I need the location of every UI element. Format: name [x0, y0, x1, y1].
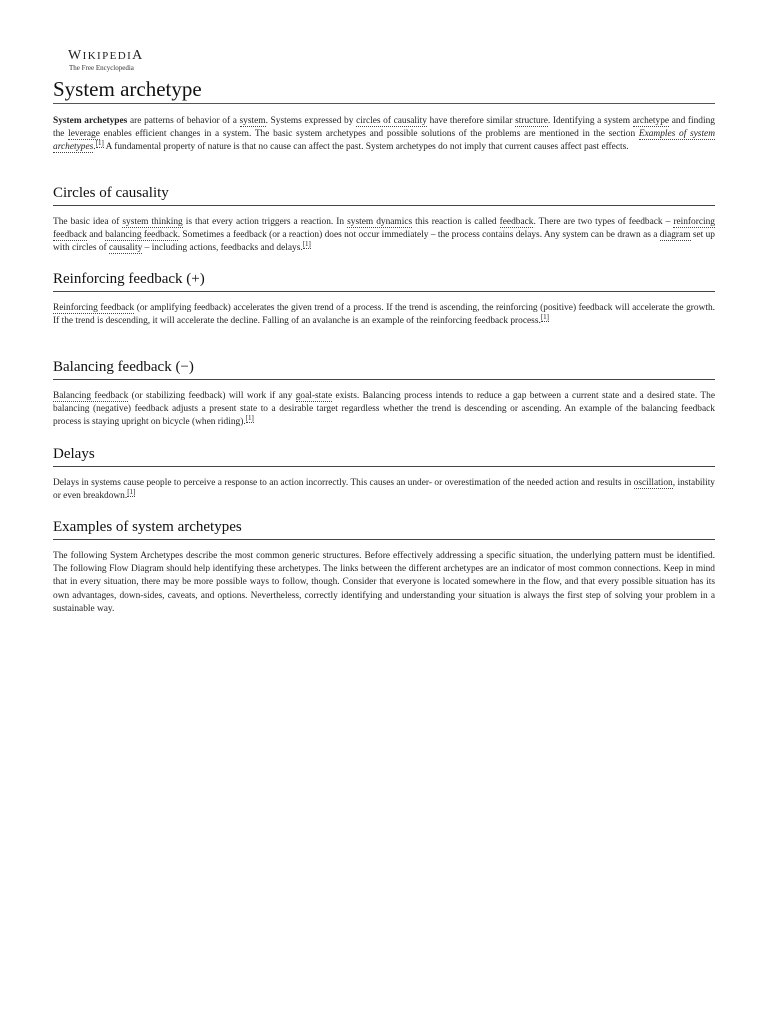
link-balancing-feedback[interactable]: balancing feedback — [105, 230, 178, 241]
intro-section — [53, 115, 715, 155]
reinforcing-paragraph: Reinforcing feedback (or amplifying feedback) accelerates the given trend of a process. If the trend is ascending, the reinforcing (positive) feedback will accelerate the growth. If the trend is descending, it will accelerate the decline. Falling of an avalanche is an example of the reinforcing feedback process.[1] — [53, 303, 716, 327]
link-feedback[interactable]: feedback — [499, 217, 534, 227]
link-system-dynamics[interactable]: system dynamics — [347, 217, 413, 227]
citation-ref[interactable]: [1] — [302, 240, 311, 249]
link-reinforcing-feedback[interactable]: reinforcing feedback — [53, 217, 715, 241]
heading-examples-of-system-archetypes: Examples of system archetypes — [53, 518, 715, 540]
citation-ref[interactable]: [1] — [245, 414, 254, 423]
delays-paragraph: Delays in systems cause people to perceive a response to an action incorrectly. This causes an under- or overestimation of the needed action and results in oscillation, instability or even breakdown.[1] — [53, 478, 715, 502]
link-circles-of-causality[interactable]: circles of causality — [356, 116, 427, 126]
link-reinforcing-feedback[interactable]: Reinforcing feedback — [53, 303, 135, 313]
page-title: System archetype — [53, 77, 715, 104]
logo-tagline: The Free Encyclopedia — [69, 64, 134, 72]
intro-paragraph: System archetypes are patterns of behavior of a system. Systems expressed by circles of causality have therefore similar structure. Identifying a system archetype and finding the leverage enables efficient changes in a system. The basic system archetypes and possible solutions of the problems are mentioned in the section Examples of system archetypes.[1] A fundamental property of nature is that no cause can affect the past. System archetypes do not imply that current causes affect past effects. — [53, 116, 715, 153]
circles-section — [53, 184, 715, 256]
circles-paragraph: The basic idea of system thinking is that every action triggers a reaction. In system dynamics this reaction is called feedback. There are two types of feedback – reinforcing feedback and balancing feedback. Sometimes a feedback (or a reaction) does not occur immediately – the process contains delays. Any system can be drawn as a diagram set up with circles of causality – including actions, feedbacks and delays.[1] — [53, 217, 715, 254]
link-goal-state[interactable]: goal-state — [295, 391, 333, 401]
link-examples-section[interactable]: Examples of system archetypes — [53, 129, 715, 153]
balancing-paragraph: Balancing feedback (or stabilizing feedback) will work if any goal-state exists. Balancing process intends to reduce a gap between a current state and a desired state. The balancing (negative) feedback adjusts a present state to a desirable target regardless whether the trend is descending or ascending. An example of the balancing feedback process is staying upright on bicycle (when riding).[1] — [53, 391, 715, 428]
heading-circles-of-causality: Circles of causality — [53, 184, 715, 206]
link-structure[interactable]: structure — [515, 116, 548, 126]
reinforcing-section — [53, 270, 715, 328]
citation-ref[interactable]: [1] — [95, 139, 104, 148]
link-system[interactable]: system — [239, 116, 266, 126]
link-oscillation[interactable]: oscillation — [633, 478, 673, 488]
examples-section — [53, 518, 715, 616]
logo-wordmark: WIKIPEDIA — [68, 48, 144, 63]
citation-ref[interactable]: [1] — [540, 313, 549, 322]
link-archetype[interactable]: archetype — [632, 116, 670, 126]
link-leverage[interactable]: leverage — [68, 129, 100, 140]
wikipedia-logo[interactable] — [68, 48, 144, 73]
link-balancing-feedback[interactable]: Balancing feedback — [53, 391, 129, 401]
intro-bold-term: System archetypes — [53, 116, 128, 126]
examples-paragraph: The following System Archetypes describe the most common generic structures. Before effectively addressing a specific situation, the underlying pattern must be identified. The following Flow Diagram should help identifying these archetypes. The links between the different archetypes are an indicator of most common connections. Keep in mind that in every situation, there may be more possible ways to follow, though. Consider that everyone is located somewhere in the flow, and that every possible situation has its own advantages, down-sides, caveats, and options. Nevertheless, correctly identifying and understanding your situation is always the first step of solving your problem in a sustainable way. — [53, 551, 715, 614]
balancing-section — [53, 358, 715, 430]
link-causality[interactable]: causality — [108, 243, 143, 254]
heading-balancing-feedback: Balancing feedback (−) — [53, 358, 715, 380]
link-system-thinking[interactable]: system thinking — [122, 217, 183, 227]
link-diagram[interactable]: diagram — [659, 230, 691, 241]
citation-ref[interactable]: [1] — [127, 488, 136, 497]
heading-reinforcing-feedback: Reinforcing feedback (+) — [53, 270, 715, 292]
delays-section — [53, 445, 715, 503]
heading-delays: Delays — [53, 445, 715, 467]
